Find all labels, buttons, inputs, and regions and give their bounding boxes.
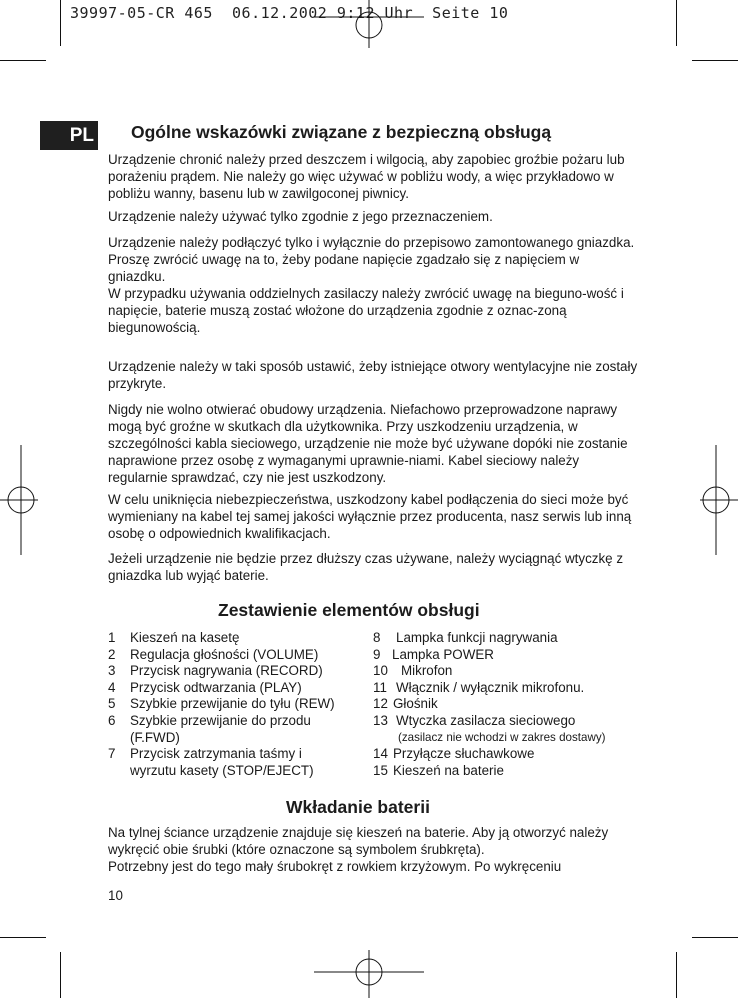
list-item — [373, 647, 605, 664]
safety-paragraph: Nigdy nie wolno otwierać obudowy urządzenia. Niefachowo przeprowadzone naprawy mogą być groźne w skutkach dla użytkownika. Przy uszkodzeniu urządzenia, w szczególności kabla sieciowego, urządzenie nie może być używane dopóki nie zostanie naprawione przez osobę z wymaganymi uprawnie-niami. Kabel sieciowy należy regularnie sprawdzać, czy nie jest uszkodzony. — [108, 402, 628, 485]
list-item — [108, 696, 335, 713]
list-item — [373, 713, 605, 730]
item-number: 15 — [373, 762, 388, 778]
crop-mark — [676, 952, 677, 998]
registration-mark-left — [0, 445, 40, 555]
crop-mark — [676, 0, 677, 46]
safety-paragraph: Urządzenie należy używać tylko zgodnie z jego przeznaczeniem. — [108, 209, 493, 224]
item-label: Lampka funkcji nagrywania — [396, 630, 558, 645]
item-number — [108, 730, 130, 747]
item-number: 11 — [373, 679, 387, 695]
item-label: Kieszeń na kasetę — [130, 630, 240, 645]
list-item — [108, 630, 335, 647]
list-item — [373, 730, 605, 747]
page-number: 10 — [108, 888, 123, 903]
language-tab: PL — [40, 121, 98, 150]
item-label: Przycisk zatrzymania taśmy i — [130, 746, 302, 762]
safety-paragraph: Urządzenie należy podłączyć tylko i wyłącznie do przepisowo zamontowanego gniazdka. Proszę zwrócić uwagę na to, żeby podane napięcie zgadzało się z napięciem w gniazdku. W przypadku używania oddzielnych zasilaczy należy zwrócić uwagę na bieguno-wość i napięcie, baterie muszą zostać włożone do urządzenia zgodnie z oznac-zoną biegunowością. — [108, 235, 635, 335]
item-label: Mikrofon — [401, 663, 453, 679]
crop-mark — [692, 60, 738, 61]
list-item — [373, 746, 605, 763]
item-label: Przyłącze słuchawkowe — [393, 746, 535, 762]
list-item — [373, 680, 605, 697]
list-item — [108, 730, 335, 747]
item-label: Lampka POWER — [392, 646, 494, 662]
item-number: 1 — [108, 630, 116, 645]
list-item — [108, 746, 335, 763]
controls-list-left — [108, 630, 335, 779]
item-label: Kieszeń na baterie — [393, 762, 504, 778]
item-number: 6 — [108, 712, 116, 728]
crop-mark — [60, 952, 61, 998]
item-number — [108, 763, 130, 780]
item-label: wyrzutu kasety (STOP/EJECT) — [130, 762, 314, 778]
item-number: 13 — [373, 712, 388, 728]
registration-mark-top — [314, 0, 424, 50]
item-number: 12 — [373, 696, 388, 712]
controls-list-right — [373, 630, 605, 779]
item-label: Przycisk nagrywania (RECORD) — [130, 663, 323, 679]
safety-paragraph: Urządzenie chronić należy przed deszczem i wilgocią, aby zapobiec groźbie pożaru lub porażeniu prądem. Nie należy go więc używać w pobliżu wody, a więc przykładowo w pobliżu wanny, basenu lub w zawilgoconej piwnicy. — [108, 152, 625, 201]
list-item — [108, 663, 335, 680]
safety-section-title: Ogólne wskazówki związane z bezpieczną obsługą — [131, 122, 552, 142]
registration-mark-bottom — [314, 950, 424, 998]
item-label: Szybkie przewijanie do tyłu (REW) — [130, 696, 335, 712]
item-label: (F.FWD) — [130, 729, 180, 745]
crop-mark — [0, 60, 46, 61]
list-item — [373, 630, 605, 647]
safety-paragraph: Jeżeli urządzenie nie będzie przez dłuższy czas używane, należy wyciągnąć wtyczkę z gniazdka lub wyjąć baterie. — [108, 551, 624, 583]
item-label: Regulacja głośności (VOLUME) — [130, 646, 319, 662]
battery-paragraph: Na tylnej ściance urządzenie znajduje się kieszeń na baterie. Aby ją otworzyć należy wykręcić obie śrubki (które oznaczone są symbolem śrubkręta). Potrzebny jest do tego mały śrubokręt z rowkiem krzyżowym. Po wykręceniu — [108, 825, 609, 874]
print-header: 39997-05-CR 465 06.12.2002 9:12 Uhr Seite 10 — [70, 4, 509, 22]
item-label: Wtyczka zasilacza sieciowego — [396, 712, 576, 728]
item-label: Szybkie przewijanie do przodu — [130, 712, 311, 728]
item-label: Przycisk odtwarzania (PLAY) — [130, 679, 302, 695]
item-number: 9 — [373, 646, 381, 662]
list-item — [373, 763, 605, 780]
registration-mark-right — [698, 445, 738, 555]
item-number: 5 — [108, 696, 116, 712]
list-item — [108, 763, 335, 780]
item-number: 7 — [108, 746, 116, 762]
safety-paragraph: W celu uniknięcia niebezpieczeństwa, uszkodzony kabel podłączenia do sieci może być wymieniany na kabel tej samej jakości wyłącznie przez producenta, nasz serwis lub inną osobę o odpowiednich kwalifikacjach. — [108, 492, 632, 541]
list-item — [108, 713, 335, 730]
item-number: 8 — [373, 630, 381, 645]
item-label: (zasilacz nie wchodzi w zakres dostawy) — [398, 730, 606, 744]
crop-mark — [60, 0, 61, 46]
crop-mark — [0, 937, 46, 938]
item-number: 2 — [108, 646, 116, 662]
item-label: Włącznik / wyłącznik mikrofonu. — [396, 679, 585, 695]
controls-section-title: Zestawienie elementów obsługi — [218, 600, 480, 620]
crop-mark — [692, 937, 738, 938]
list-item — [373, 663, 605, 680]
item-number — [373, 730, 398, 747]
item-number: 3 — [108, 663, 116, 679]
battery-section-title: Wkładanie baterii — [286, 797, 430, 817]
list-item — [108, 680, 335, 697]
item-label: Głośnik — [393, 696, 438, 712]
safety-paragraph: Urządzenie należy w taki sposób ustawić, żeby istniejące otwory wentylacyjne nie zostały przykryte. — [108, 359, 638, 391]
list-item — [108, 647, 335, 664]
item-number: 10 — [373, 663, 388, 679]
item-number: 14 — [373, 746, 388, 762]
item-number: 4 — [108, 679, 116, 695]
list-item — [373, 696, 605, 713]
